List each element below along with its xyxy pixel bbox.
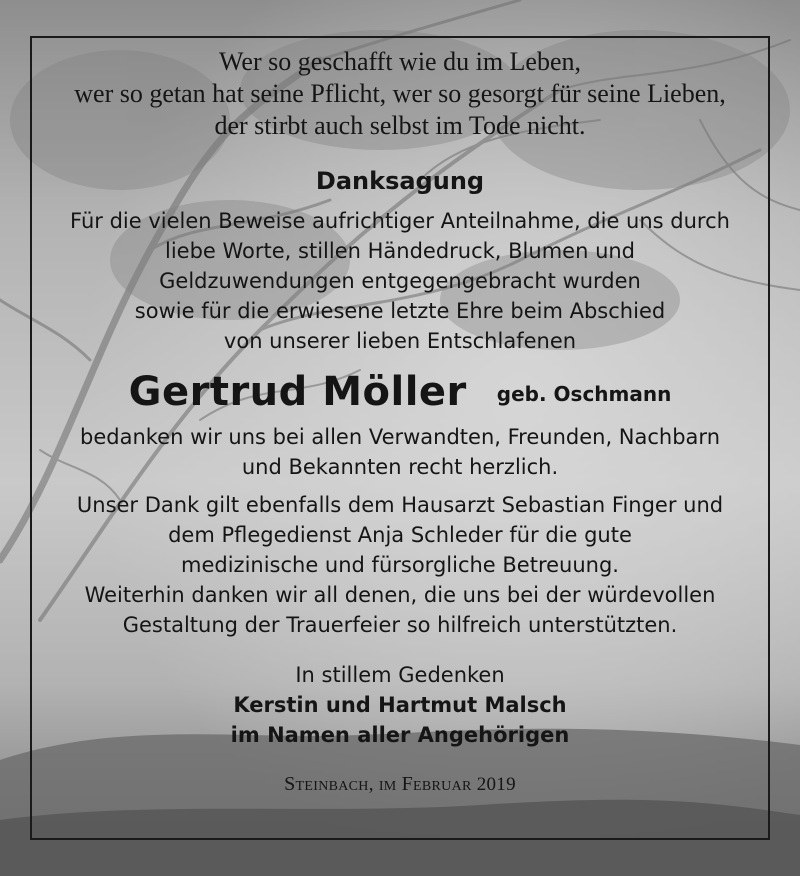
place-rest: TEINBACH	[295, 779, 369, 794]
text-line: Für die vielen Beweise aufrichtiger Anteilnahme, die uns durch	[70, 209, 730, 233]
memorial-poem	[0, 46, 800, 142]
text-line: Gestaltung der Trauerfeier so hilfreich unterstützten.	[122, 613, 678, 637]
poem-line: der stirbt auch selbst im Tode nicht.	[214, 111, 586, 140]
year: 2019	[476, 774, 516, 795]
place-initial: S	[284, 773, 296, 795]
thanks-paragraph-2	[0, 422, 800, 482]
month-rest: EBRUAR	[413, 779, 472, 794]
text-line: dem Pflegedienst Anja Schleder für die gute	[168, 523, 632, 547]
separator: ,	[368, 774, 379, 795]
text-line: medizinische und fürsorgliche Betreuung.	[181, 553, 619, 577]
on-behalf-line: im Namen aller Angehörigen	[230, 723, 570, 747]
poem-line: Wer so geschafft wie du im Leben,	[218, 47, 582, 76]
deceased-name-line	[0, 366, 800, 418]
text-line: sowie für die erwiesene letzte Ehre beim Abschied	[134, 299, 666, 323]
signatories: Kerstin und Hartmut Malsch	[233, 693, 567, 717]
heading-danksagung: Danksagung	[315, 167, 485, 195]
text-line: Geldzuwendungen entgegengebracht wurden	[159, 269, 641, 293]
text-line: Unser Dank gilt ebenfalls dem Hausarzt Sebastian Finger und	[76, 493, 724, 517]
closing-intro: In stillem Gedenken	[295, 663, 505, 687]
text-line: liebe Worte, stillen Händedruck, Blumen und	[164, 239, 636, 263]
poem-line: wer so getan hat seine Pflicht, wer so gesorgt für seine Lieben,	[74, 79, 726, 108]
thanks-paragraph-3	[0, 490, 800, 640]
thanks-paragraph-1	[0, 206, 800, 356]
deceased-name: Gertrud Möller	[128, 369, 467, 415]
place-and-date	[0, 770, 800, 801]
text-line: und Bekannten recht herzlich.	[241, 455, 559, 479]
maiden-name: geb. Oschmann	[496, 382, 672, 406]
date-prefix: IM	[378, 779, 397, 794]
text-line: Weiterhin danken wir all denen, die uns bei der würdevollen	[84, 583, 716, 607]
text-line: bedanken wir uns bei allen Verwandten, Freunden, Nachbarn	[80, 425, 720, 449]
month-initial: F	[401, 773, 414, 795]
closing-block	[0, 660, 800, 750]
text-line: von unserer lieben Entschlafenen	[223, 329, 577, 353]
